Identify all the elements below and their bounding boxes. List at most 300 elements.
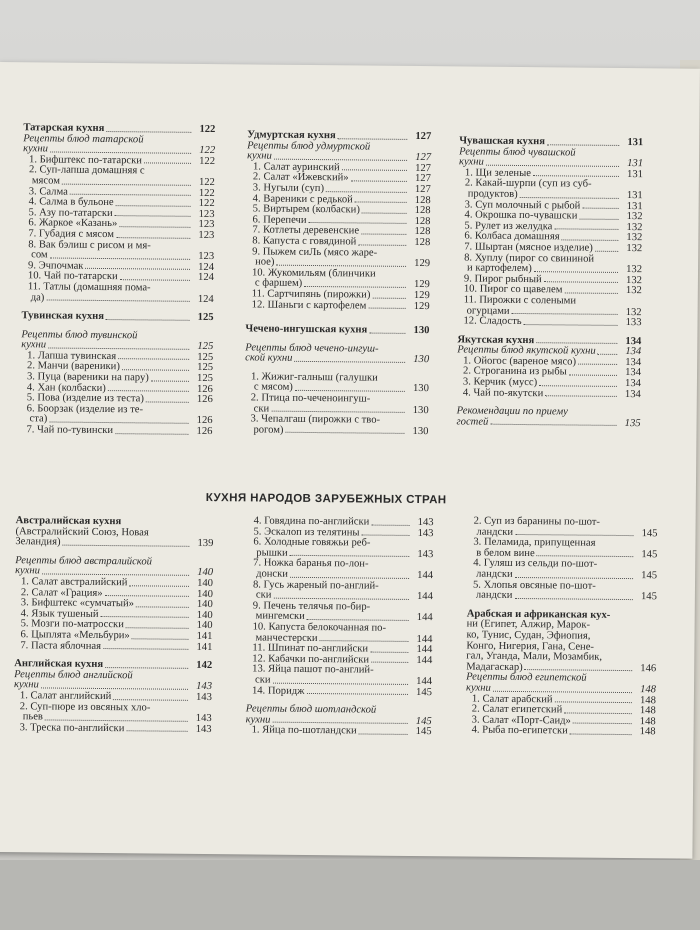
page-number: 145 <box>641 570 658 582</box>
book-page <box>0 62 700 859</box>
page-number: 140 <box>196 620 213 632</box>
entry-title: 3. Нугыли (суп) <box>252 182 325 195</box>
recipe-section-heading <box>23 134 215 146</box>
page-number: 134 <box>625 356 642 369</box>
entry-title: 2. Суп-лапша домашняя с <box>28 164 145 177</box>
page-number: 143 <box>196 681 213 693</box>
page-number: 123 <box>198 219 215 231</box>
entry-title: 2. Салат «Грация» <box>20 586 103 599</box>
recipe-section-heading <box>247 141 431 153</box>
dot-leader <box>371 524 409 525</box>
page-number: 129 <box>413 300 430 312</box>
dot-leader <box>533 175 619 177</box>
dot-leader <box>295 390 405 392</box>
page-number: 145 <box>641 527 658 539</box>
entry-title: огурцами <box>466 304 510 317</box>
entry-title: Рецепты блюд английской <box>14 668 133 682</box>
entry-title: с фаршем) <box>254 277 303 290</box>
dot-leader <box>113 699 188 701</box>
page-number: 129 <box>413 279 430 291</box>
dot-leader <box>62 183 191 185</box>
page-number: 145 <box>416 686 433 698</box>
entry-title: Татарская кухня <box>23 122 105 135</box>
dot-leader <box>126 627 189 629</box>
entry-title: 7. Шыртан (мясное изделие) <box>464 241 593 254</box>
entry-title: ни (Египет, Алжир, Марок- <box>466 618 591 632</box>
dot-leader <box>515 534 633 536</box>
page-number: 130 <box>412 425 429 437</box>
entry-title: 9. Пирог рыбный <box>463 273 542 285</box>
entry-title: 4. Язык тушеный <box>20 607 99 620</box>
entry-title: Австралийская кухня <box>15 515 122 528</box>
page-number: 126 <box>196 425 213 438</box>
page-number: 125 <box>197 351 214 363</box>
page-number: 126 <box>196 394 213 406</box>
entry-title: 6. Колбаса домашняя <box>464 230 560 243</box>
dot-leader <box>582 208 618 209</box>
page-number: 146 <box>640 662 657 675</box>
toc-column-bottom-right <box>466 517 658 739</box>
entry-title: 3. Керчик (мусс) <box>462 376 538 389</box>
page-number: 140 <box>196 609 213 621</box>
entry-title: 13. Яйца пашот по-англий- <box>252 663 374 676</box>
entry-title: гостей <box>456 416 489 428</box>
dot-leader <box>520 197 619 199</box>
entry-title: 4. Говядина по-английски <box>253 515 370 528</box>
entry-title: Рецепты блюд шотландской <box>245 703 377 716</box>
page-number: 131 <box>627 137 644 149</box>
dot-leader <box>271 411 404 413</box>
entry-title: 5. Эскалоп из телятины <box>253 526 360 539</box>
dot-leader <box>320 640 409 642</box>
entry-title: 5. Виртырем (колбаски) <box>252 203 360 216</box>
dot-leader <box>309 222 407 224</box>
dot-leader <box>108 390 189 392</box>
dot-leader <box>525 669 633 671</box>
page-number: 148 <box>639 694 656 706</box>
entry-title: 4. Окрошка по-чувашски <box>464 209 578 222</box>
entry-title: Арабская и африканская кух- <box>466 608 611 621</box>
toc-column-top-right <box>457 136 644 429</box>
entry-title: 3. Салма <box>28 185 68 198</box>
entry-title: кухни <box>247 150 272 162</box>
page-number: 122 <box>199 145 216 157</box>
page-number: 139 <box>197 538 214 550</box>
page-number: 143 <box>417 527 434 539</box>
dot-leader <box>564 292 617 294</box>
entry-title: (Австралийский Союз, Новая <box>15 525 149 539</box>
toc-entry <box>22 282 214 294</box>
dot-leader <box>304 286 406 288</box>
page-number: 132 <box>625 285 642 297</box>
dot-leader <box>273 597 408 599</box>
entry-title: Английская кухня <box>14 658 104 671</box>
entry-title: 1. Щи зеленые <box>464 167 531 179</box>
page-number: 140 <box>197 577 214 590</box>
entry-title: 14. Поридж <box>251 684 305 697</box>
recipe-section-heading <box>15 556 213 568</box>
recipe-section-heading <box>457 417 641 429</box>
dot-leader <box>129 585 189 587</box>
dot-leader <box>273 682 408 684</box>
dot-leader <box>490 424 616 426</box>
entry-title: 3. Салат «Порт-Саид» <box>471 714 571 727</box>
entry-title: Якутская кухня <box>457 334 535 346</box>
dot-leader <box>294 361 405 363</box>
dot-leader <box>120 279 190 281</box>
entry-title: 7. Ножка баранья по-лон- <box>253 557 369 570</box>
entry-title: 3. Чепалгаш (пирожки с тво- <box>250 413 381 426</box>
entry-title: 2. Какай-шурпи (суп из суб- <box>464 177 592 191</box>
dot-leader <box>122 369 189 371</box>
entry-title: Рекомендации по приему <box>456 405 568 418</box>
dot-leader <box>144 163 191 164</box>
dot-leader <box>70 194 191 196</box>
dot-leader <box>342 170 407 172</box>
dot-leader <box>544 282 618 284</box>
dot-leader <box>372 297 405 298</box>
page-number: 144 <box>416 633 433 645</box>
dot-leader <box>276 264 406 266</box>
page-number: 131 <box>627 168 644 180</box>
toc-entry <box>14 723 212 735</box>
entry-title: 9. Пыжем сиЛь (мясо жаре- <box>252 245 378 259</box>
dot-leader <box>306 693 407 695</box>
entry-title: ской кухни <box>245 352 293 365</box>
entry-title: 4. Рыба по-египетски <box>471 724 568 737</box>
entry-title: 7. Паста яблочная <box>20 639 102 652</box>
page-number: 131 <box>626 189 643 202</box>
dot-leader <box>545 395 617 397</box>
dot-leader <box>41 687 188 689</box>
entry-title: 11. Татлы (домашняя пома- <box>27 281 151 294</box>
entry-title: Чувашская кухня <box>459 135 546 148</box>
dot-leader <box>547 144 619 146</box>
entry-title: манчестерски <box>255 632 318 644</box>
page-number: 126 <box>196 415 213 427</box>
entry-title: 10. Жукомильям (блинчики <box>251 267 376 280</box>
dot-leader <box>515 577 633 579</box>
entry-title: 5. Пова (изделие из теста) <box>26 392 144 405</box>
entry-title: 6. Жаркое «Казань» <box>28 217 118 230</box>
page-number: 127 <box>414 183 431 196</box>
dot-leader <box>103 648 188 650</box>
entry-title: 5. Рулет из желудка <box>464 220 553 233</box>
entry-title: рышки <box>256 547 288 559</box>
entry-title: 10. Пирог со щавелем <box>463 283 563 296</box>
page-number: 132 <box>626 232 643 244</box>
toc-entry <box>245 393 429 405</box>
entry-title: кухни <box>459 156 484 168</box>
entry-title: да) <box>30 291 45 303</box>
toc-entry <box>21 404 213 416</box>
toc-entry-continuation <box>244 425 428 437</box>
dot-leader <box>355 202 407 203</box>
dot-leader <box>290 576 409 578</box>
dot-leader <box>486 164 619 166</box>
entry-title: кухни <box>245 714 271 726</box>
page-number: 125 <box>197 312 214 324</box>
dot-leader <box>578 364 617 365</box>
page-number: 130 <box>412 404 429 416</box>
page-number: 127 <box>415 130 432 143</box>
entry-title: 4. Салма в бульоне <box>28 196 114 209</box>
page-number: 127 <box>415 162 432 174</box>
entry-title: Рецепты блюд чечено-ингуш- <box>245 342 379 355</box>
entry-title: сом <box>31 249 48 261</box>
dot-leader <box>493 690 632 692</box>
entry-title: Рецепты блюд татарской <box>23 132 144 145</box>
recipe-section-heading <box>246 704 432 716</box>
entry-title: 1. Салат арабский <box>471 693 553 705</box>
entry-title: ко, Тунис, Судан, Эфиопия, <box>466 629 591 642</box>
page-number: 144 <box>416 654 433 666</box>
entry-title: 8. Капуста с говядиной <box>252 235 357 248</box>
page-number: 132 <box>625 274 642 286</box>
page-number: 134 <box>625 335 642 347</box>
dot-leader <box>119 226 190 228</box>
dot-leader <box>105 595 189 597</box>
entry-title: кухни <box>23 143 48 155</box>
page-number: 144 <box>416 675 433 688</box>
recipe-section-heading <box>466 673 656 685</box>
entry-title: 3. Пуца (вареники на пару) <box>26 371 149 384</box>
entry-title: кухни <box>13 679 39 691</box>
entry-title: продуктов) <box>467 188 518 200</box>
entry-title: 4. Хан (колбаски) <box>26 381 106 394</box>
recipe-section-heading <box>14 670 212 682</box>
dot-leader <box>534 271 618 273</box>
entry-title: 9. Эчпочмак <box>27 259 84 272</box>
entry-title: Зеландия) <box>15 536 61 548</box>
entry-title: 2. Птица по-чеченоингуш- <box>250 392 371 405</box>
dot-leader <box>49 422 188 424</box>
page-number: 145 <box>640 591 657 603</box>
dot-leader <box>126 731 187 733</box>
dot-leader <box>151 380 189 381</box>
entry-title: 2. Салат египетский <box>471 703 563 716</box>
dot-leader <box>555 701 632 703</box>
dot-leader <box>116 237 190 239</box>
entry-title: 6. Боорзак (изделие из те- <box>26 403 144 416</box>
entry-title: ландски <box>476 568 513 580</box>
entry-title: 10. Чай по-татарски <box>27 270 118 283</box>
entry-title: 5. Хлопья овсяные по-шот- <box>472 579 596 592</box>
entry-title: 4. Чай по-якутски <box>462 387 544 399</box>
page-number: 132 <box>626 221 643 233</box>
dot-leader <box>63 544 190 546</box>
page-number: 128 <box>414 194 431 206</box>
page-number: 148 <box>639 726 656 738</box>
entry-title: ландски <box>475 589 513 602</box>
page-number: 122 <box>199 123 216 136</box>
entry-title: 4. Гуляш из сельди по-шот- <box>473 557 598 571</box>
dot-leader <box>115 215 191 217</box>
page-number: 127 <box>414 173 431 185</box>
page-number: 126 <box>196 383 213 395</box>
recipe-section-heading <box>459 147 643 159</box>
toc-entry <box>22 240 214 252</box>
dot-leader <box>285 432 404 434</box>
page-number: 148 <box>639 715 656 728</box>
toc-column-top-middle <box>244 130 431 437</box>
page-number: 144 <box>417 569 434 582</box>
dot-leader <box>338 138 408 140</box>
entry-title: 3. Суп молочный с рыбой <box>464 199 581 212</box>
toc-column-bottom-middle <box>246 516 434 738</box>
entry-title: 9. Печень телячья по-бир- <box>252 600 371 613</box>
entry-title: 6. Цыплята «Мельбури» <box>20 629 130 642</box>
dot-leader <box>115 433 188 435</box>
entry-title: 8. Вак бэлиш с рисом и мя- <box>28 238 151 251</box>
entry-title: 3. Бифштекс «сумчатый» <box>20 597 134 610</box>
page-number: 140 <box>197 567 214 579</box>
page-number: 144 <box>416 612 433 624</box>
toc-entry <box>246 665 432 677</box>
dot-leader <box>307 619 409 621</box>
dot-leader <box>368 308 405 309</box>
page-number: 122 <box>198 176 215 189</box>
page-number: 143 <box>195 691 212 703</box>
dot-leader <box>564 712 632 714</box>
page-number: 124 <box>197 272 214 284</box>
entry-title: 2. Салат «Ижевский» <box>252 171 349 184</box>
dot-leader <box>524 324 618 326</box>
entry-title: 1. Салат английский <box>19 690 112 703</box>
dot-leader <box>579 218 618 219</box>
dot-leader <box>136 606 189 608</box>
entry-title: 1. Жижиг-галныш (галушки <box>250 371 378 384</box>
entry-title: Рецепты блюд тувинской <box>21 328 138 342</box>
entry-title: 11. Сартчипянь (пирожки) <box>251 288 371 301</box>
page-number: 131 <box>626 200 643 212</box>
page-number: 134 <box>625 367 642 379</box>
dot-leader <box>132 638 189 640</box>
page-number: 148 <box>639 705 656 717</box>
dot-leader <box>272 722 407 724</box>
entry-title: Рецепты блюд австралийской <box>15 554 153 568</box>
toc-entry <box>20 425 212 437</box>
entry-title: 12. Шаньги с картофелем <box>251 298 367 312</box>
entry-title: 11. Шпинат по-английски <box>252 642 369 655</box>
page-number: 133 <box>625 317 642 329</box>
section-title: КУХНЯ НАРОДОВ ЗАРУБЕЖНЫХ СТРАН <box>205 491 447 507</box>
entry-title: 6. Холодные говяжьи реб- <box>253 536 371 549</box>
entry-title: Чечено-ингушская кухня <box>245 323 368 336</box>
page-number: 134 <box>625 346 642 358</box>
page-number: 142 <box>196 660 213 672</box>
entry-title: гал, Уганда, Мали, Мозамбик, <box>466 650 603 663</box>
dot-leader <box>598 354 618 355</box>
dot-leader <box>106 131 191 133</box>
entry-title: 8. Хуплу (пирог со свининой <box>464 251 595 265</box>
page-number: 128 <box>414 205 431 217</box>
dot-leader <box>50 151 191 153</box>
page-number: 125 <box>197 362 214 374</box>
entry-title: 8. Гусь жареный по-англий- <box>252 579 379 592</box>
page-number: 122 <box>199 155 216 167</box>
entry-title: Рецепты блюд египетской <box>466 671 587 684</box>
table-surface <box>0 860 700 930</box>
dot-leader <box>361 233 406 234</box>
entry-title: 4. Вареники с редькой <box>252 192 353 205</box>
page-number: 135 <box>624 417 641 430</box>
page-number: 128 <box>414 236 431 249</box>
entry-title: 11. Пирожки с солеными <box>463 294 577 307</box>
entry-title: мингемски <box>255 610 305 623</box>
entry-title: 7. Котлеты деревенские <box>252 224 360 237</box>
page-number: 140 <box>196 599 213 611</box>
dot-leader <box>146 401 189 402</box>
page-number: 134 <box>624 388 641 400</box>
page-number: 134 <box>624 378 641 390</box>
dot-leader <box>274 158 407 160</box>
toc-column-top-left <box>20 123 215 437</box>
page-number: 144 <box>416 644 433 656</box>
page-number: 130 <box>413 354 430 366</box>
entry-title: ста) <box>29 413 48 425</box>
entry-title: 3. Треска по-английски <box>19 721 125 734</box>
entry-title: Рецепты блюд чувашской <box>459 146 576 159</box>
page-number: 129 <box>413 289 430 302</box>
entry-title: кухни <box>465 682 491 694</box>
dot-leader <box>562 239 619 241</box>
dot-leader <box>595 250 618 251</box>
entry-title: в белом вине <box>476 547 535 559</box>
dot-leader <box>290 555 410 557</box>
toc-column-bottom-left <box>14 516 214 735</box>
page-number: 122 <box>198 187 215 199</box>
toc-entry <box>246 300 430 312</box>
page-number: 143 <box>195 723 212 735</box>
page-number: 143 <box>195 713 212 725</box>
dot-leader <box>362 535 410 536</box>
entry-title: 10. Капуста белокочанная по- <box>252 621 387 634</box>
page-number: 131 <box>627 158 644 170</box>
entry-title: ландски <box>476 526 514 538</box>
entry-title: 1. Салат австралийский <box>20 576 128 589</box>
page-number: 132 <box>626 242 643 255</box>
dot-leader <box>512 313 618 315</box>
dot-leader <box>569 375 617 376</box>
page-number: 132 <box>626 211 643 223</box>
dot-leader <box>570 733 632 735</box>
entry-title: 1. Салат ауринский <box>252 161 340 174</box>
dot-leader <box>573 723 632 725</box>
entry-title: 1. Бифштекс по-татарски <box>29 154 143 167</box>
entry-title: пьев <box>22 711 43 723</box>
page-number: 128 <box>414 215 431 227</box>
entry-title: донски <box>256 568 289 580</box>
page-number: 143 <box>417 517 434 529</box>
entry-title: Рецепты блюд удмуртской <box>247 139 371 153</box>
entry-title: ски <box>255 674 271 686</box>
entry-title: Мадагаскар) <box>466 661 523 673</box>
entry-title: мясом <box>31 175 60 187</box>
page-number: 122 <box>198 198 215 210</box>
entry-title: ски <box>255 589 272 601</box>
dot-leader <box>46 300 189 302</box>
entry-title: 1. Ойогос (вареное мясо) <box>463 355 577 368</box>
entry-title: 7. Губадия с мясом <box>28 228 114 241</box>
page-number: 129 <box>414 258 431 270</box>
toc-entry <box>246 726 432 738</box>
dot-leader <box>118 359 189 361</box>
entry-title: 1. Лапша тувинская <box>27 350 117 363</box>
page-number: 132 <box>626 264 643 276</box>
dot-leader <box>326 191 407 193</box>
page-number: 128 <box>414 226 431 238</box>
